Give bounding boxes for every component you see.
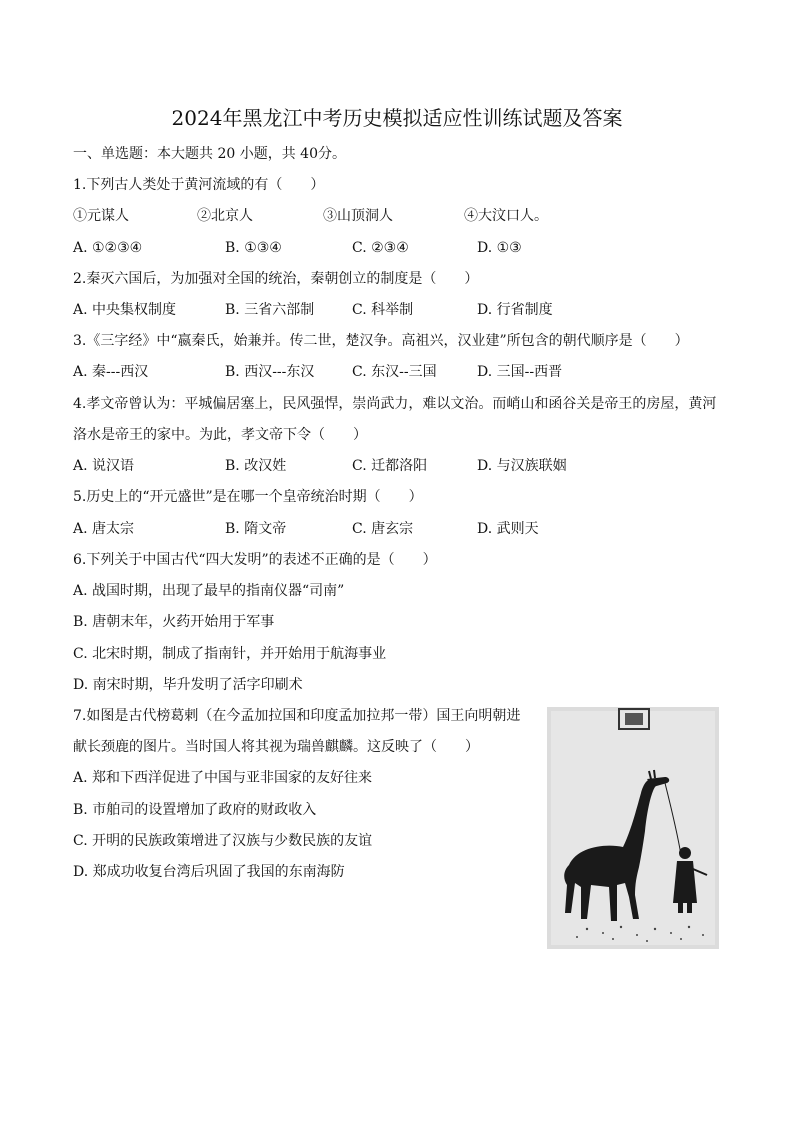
question-1-items [73, 206, 723, 226]
question-7-option-d[interactable]: D. 郑成功收复台湾后巩固了我国的东南海防 [73, 864, 345, 880]
question-5-option-c[interactable]: C. 唐玄宗 [352, 521, 414, 537]
question-6-option-b[interactable]: B. 唐朝末年，火药开始用于军事 [73, 614, 275, 630]
question-4-stem-line-2: 洛水是帝王的家中。为此，孝文帝下令（ ） [73, 427, 367, 443]
question-2-stem: 2.秦灭六国后，为加强对全国的统治，秦朝创立的制度是（ ） [73, 271, 479, 287]
question-4-option-d[interactable]: D. 与汉族联姻 [477, 458, 567, 474]
question-4-option-a[interactable]: A. 说汉语 [73, 458, 135, 474]
question-7-option-a[interactable]: A. 郑和下西洋促进了中国与亚非国家的友好往来 [73, 770, 373, 786]
question-5-stem: 5.历史上的“开元盛世”是在哪一个皇帝统治时期（ ） [73, 489, 423, 505]
question-6-option-c[interactable]: C. 北宋时期，制成了指南针，并开始用于航海事业 [73, 646, 387, 662]
question-6-option-d[interactable]: D. 南宋时期，毕升发明了活字印刷术 [73, 677, 303, 693]
question-1-stem: 1.下列古人类处于黄河流域的有（ ） [73, 177, 325, 193]
question-5-options [73, 519, 723, 539]
question-5-option-a[interactable]: A. 唐太宗 [73, 521, 135, 537]
page-title: 2024年黑龙江中考历史模拟适应性训练试题及答案 [171, 106, 623, 130]
question-4-option-c[interactable]: C. 迁都洛阳 [352, 458, 428, 474]
question-2-options [73, 300, 723, 320]
question-2-option-c[interactable]: C. 科举制 [352, 302, 414, 318]
question-7-stem-line-1: 7.如图是古代榜葛剌（在今孟加拉国和印度孟加拉邦一带）国王向明朝进 [73, 708, 521, 724]
question-3-option-a[interactable]: A. 秦---西汉 [73, 364, 149, 380]
question-4-stem-line-1: 4.孝文帝曾认为：平城偏居塞上，民风强悍，崇尚武力，难以文治。而峭山和函谷关是帝王的房屋，黄河 [73, 396, 717, 412]
question-7-option-c[interactable]: C. 开明的民族政策增进了汉族与少数民族的友谊 [73, 833, 373, 849]
question-1-item-2: ②北京人 [197, 208, 253, 224]
question-2-option-d[interactable]: D. 行省制度 [477, 302, 553, 318]
question-3-options [73, 362, 723, 382]
question-1-options [73, 238, 723, 258]
question-1-option-d[interactable]: D. ①③ [477, 240, 522, 256]
question-2-option-b[interactable]: B. 三省六部制 [225, 302, 315, 318]
question-1-option-a[interactable]: A. ①②③④ [73, 240, 143, 256]
question-4-options [73, 456, 723, 476]
question-6-stem: 6.下列关于中国古代“四大发明”的表述不正确的是（ ） [73, 552, 437, 568]
question-1-item-1: ①元谋人 [73, 208, 129, 224]
question-4-option-b[interactable]: B. 改汉姓 [225, 458, 287, 474]
question-3-option-c[interactable]: C. 东汉--三国 [352, 364, 437, 380]
question-7-option-b[interactable]: B. 市舶司的设置增加了政府的财政收入 [73, 802, 317, 818]
question-1-item-4: ④大汶口人。 [464, 208, 548, 224]
giraffe-painting-image [547, 707, 719, 949]
question-2-option-a[interactable]: A. 中央集权制度 [73, 302, 177, 318]
question-1-item-3: ③山顶洞人 [323, 208, 393, 224]
question-1-option-b[interactable]: B. ①③④ [225, 240, 282, 256]
giraffe-illustration [547, 707, 719, 949]
question-6-option-a[interactable]: A. 战国时期，出现了最早的指南仪器“司南” [73, 583, 345, 599]
question-1-option-c[interactable]: C. ②③④ [352, 240, 409, 256]
question-3-stem: 3.《三字经》中“嬴秦氏，始兼并。传二世，楚汉争。高祖兴，汉业建”所包含的朝代顺序是（ ） [73, 333, 689, 349]
question-5-option-b[interactable]: B. 隋文帝 [225, 521, 287, 537]
question-7-stem-line-2: 献长颈鹿的图片。当时国人将其视为瑞兽麒麟。这反映了（ ） [73, 739, 479, 755]
question-5-option-d[interactable]: D. 武则天 [477, 521, 539, 537]
section-heading: 一、单选题：本大题共 20 小题，共 40分。 [73, 146, 346, 162]
question-3-option-b[interactable]: B. 西汉---东汉 [225, 364, 315, 380]
question-3-option-d[interactable]: D. 三国--西晋 [477, 364, 563, 380]
